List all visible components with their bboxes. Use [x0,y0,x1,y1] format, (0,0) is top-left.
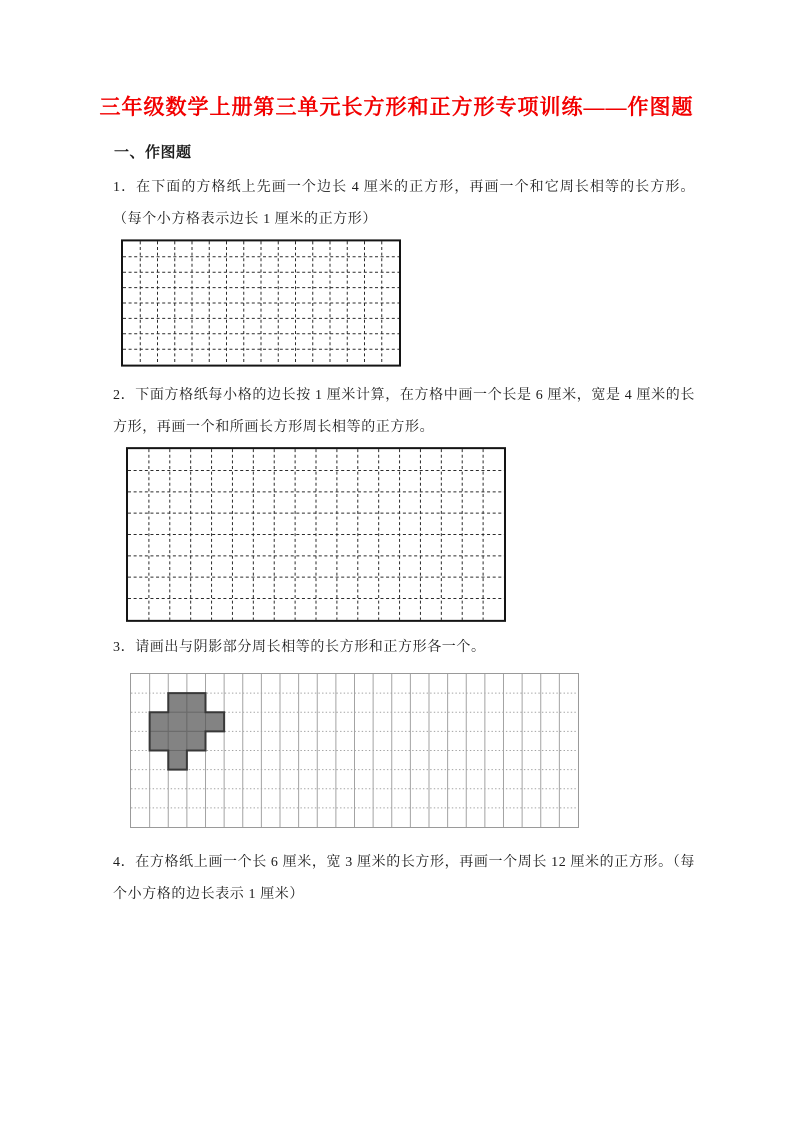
question-3-text: 3．请画出与阴影部分周长相等的长方形和正方形各一个。 [113,640,486,655]
question-4-text: 4．在方格纸上画一个长 6 厘米，宽 3 厘米的长方形，再画一个周长 12 厘米的正方形。（每个小方格的边长表示 1 厘米） [113,855,695,902]
grid-paper-question-1-svg [121,239,401,367]
question-1-text: 1．在下面的方格纸上先画一个边长 4 厘米的正方形，再画一个和它周长相等的长方形。（每个小方格表示边长 1 厘米的正方形） [113,180,695,227]
grid-paper-question-1 [121,239,401,367]
grid-paper-question-3-svg [130,673,579,828]
grid-paper-question-2-svg [126,447,506,622]
section-heading: 一、作图题 [114,145,192,161]
grid-paper-question-2 [126,447,506,622]
worksheet-title: 三年级数学上册第三单元长方形和正方形专项训练——作图题 [99,95,694,119]
grid-paper-question-3 [130,673,579,828]
question-2-text: 2．下面方格纸每小格的边长按 1 厘米计算，在方格中画一个长是 6 厘米，宽是 4 厘米的长方形，再画一个和所画长方形周长相等的正方形。 [113,388,695,435]
shaded-region [150,693,224,769]
